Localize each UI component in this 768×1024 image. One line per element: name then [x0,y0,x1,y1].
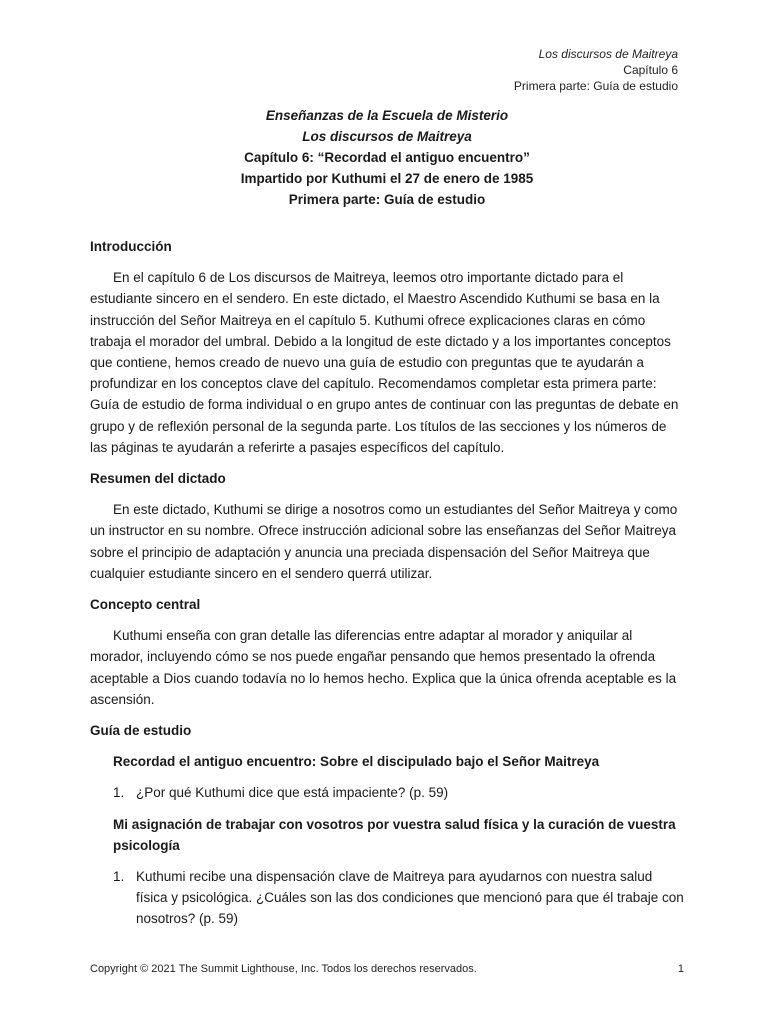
guide-heading: Guía de estudio [90,723,192,739]
title-given-by: Impartido por Kuthumi el 27 de enero de 1985 [240,171,534,186]
title-school: Enseñanzas de la Escuela de Misterio [265,108,509,123]
intro-paragraph: En el capítulo 6 de Los discursos de Maitreya, leemos otro importante dictado para el estudiante sincero en el sendero. En este dictado, el Maestro Ascendido Kuthumi se basa en la instrucción del Señor Maitreya en el capítulo 5. Kuthumi ofrece explicaciones claras en cómo trabaja el morador del umbral. Debido a la longitud de este dictado y a los importantes conceptos que contiene, hemos creado de nuevo una guía de estudio con preguntas que te ayudarán a profundizar en los conceptos clave del capítulo. Recomendamos completar esta primera parte: Guía de estudio de forma individual o en grupo antes de continuar con las preguntas de debate en grupo y de reflexión personal de la segunda parte. Los títulos de las secciones y los números de las páginas te ayudarán a referirte a pasajes específicos del capítulo. [90,270,679,455]
header-chapter: Capítulo 6 [623,63,678,77]
guide-subheading-2: Mi asignación de trabajar con vosotros por vuestra salud física y la curación de vuestra psicología [113,816,676,853]
page-number: 1 [677,963,684,975]
title-part: Primera parte: Guía de estudio [288,192,486,207]
running-header [514,46,678,94]
question-list-1 [90,782,684,803]
title-book: Los discursos de Maitreya [302,129,472,144]
concept-paragraph: Kuthumi enseña con gran detalle las diferencias entre adaptar al morador y aniquilar al morador, incluyendo cómo se nos puede engañar pensando que hemos presentado la ofrenda aceptable a Dios cuando todavía no lo hemos hecho. Explica que la única ofrenda aceptable es la ascensión. [90,628,677,707]
concept-heading: Concepto central [90,597,201,613]
title-chapter: Capítulo 6: “Recordad el antiguo encuentro” [244,150,530,165]
page-footer [90,962,684,976]
document-body [90,236,684,930]
question-text: Kuthumi recibe una dispensación clave de Maitreya para ayudarnos con nuestra salud física y psicológica. ¿Cuáles son las dos condiciones que mencionó para que él trabaje con nosotros? (p. 59) [136,869,684,927]
question-number: 1. [113,869,125,885]
intro-heading: Introducción [90,239,172,254]
summary-paragraph: En este dictado, Kuthumi se dirige a nosotros como un estudiantes del Señor Maitreya y como un instructor en su nombre. Ofrece instrucción adicional sobre las enseñanzas del Señor Maitreya sobre el principio de adaptación y anuncia una preciada dispensación del Señor Maitreya que cualquier estudiante sincero en el sendero querrá utilizar. [90,502,678,581]
copyright-notice: Copyright © 2021 The Summit Lighthouse, Inc. Todos los derechos reservados. [90,963,477,975]
summary-heading: Resumen del dictado [90,471,226,487]
title-block [90,105,684,210]
guide-subheading-1: Recordad el antiguo encuentro: Sobre el discipulado bajo el Señor Maitreya [113,754,600,770]
question-list-2 [90,866,684,930]
question-item [90,782,684,803]
header-part: Primera parte: Guía de estudio [513,79,678,93]
header-book-title: Los discursos de Maitreya [538,47,678,61]
question-item [90,866,684,930]
question-text: ¿Por qué Kuthumi dice que está impaciente? (p. 59) [136,785,449,801]
question-number: 1. [113,785,125,801]
